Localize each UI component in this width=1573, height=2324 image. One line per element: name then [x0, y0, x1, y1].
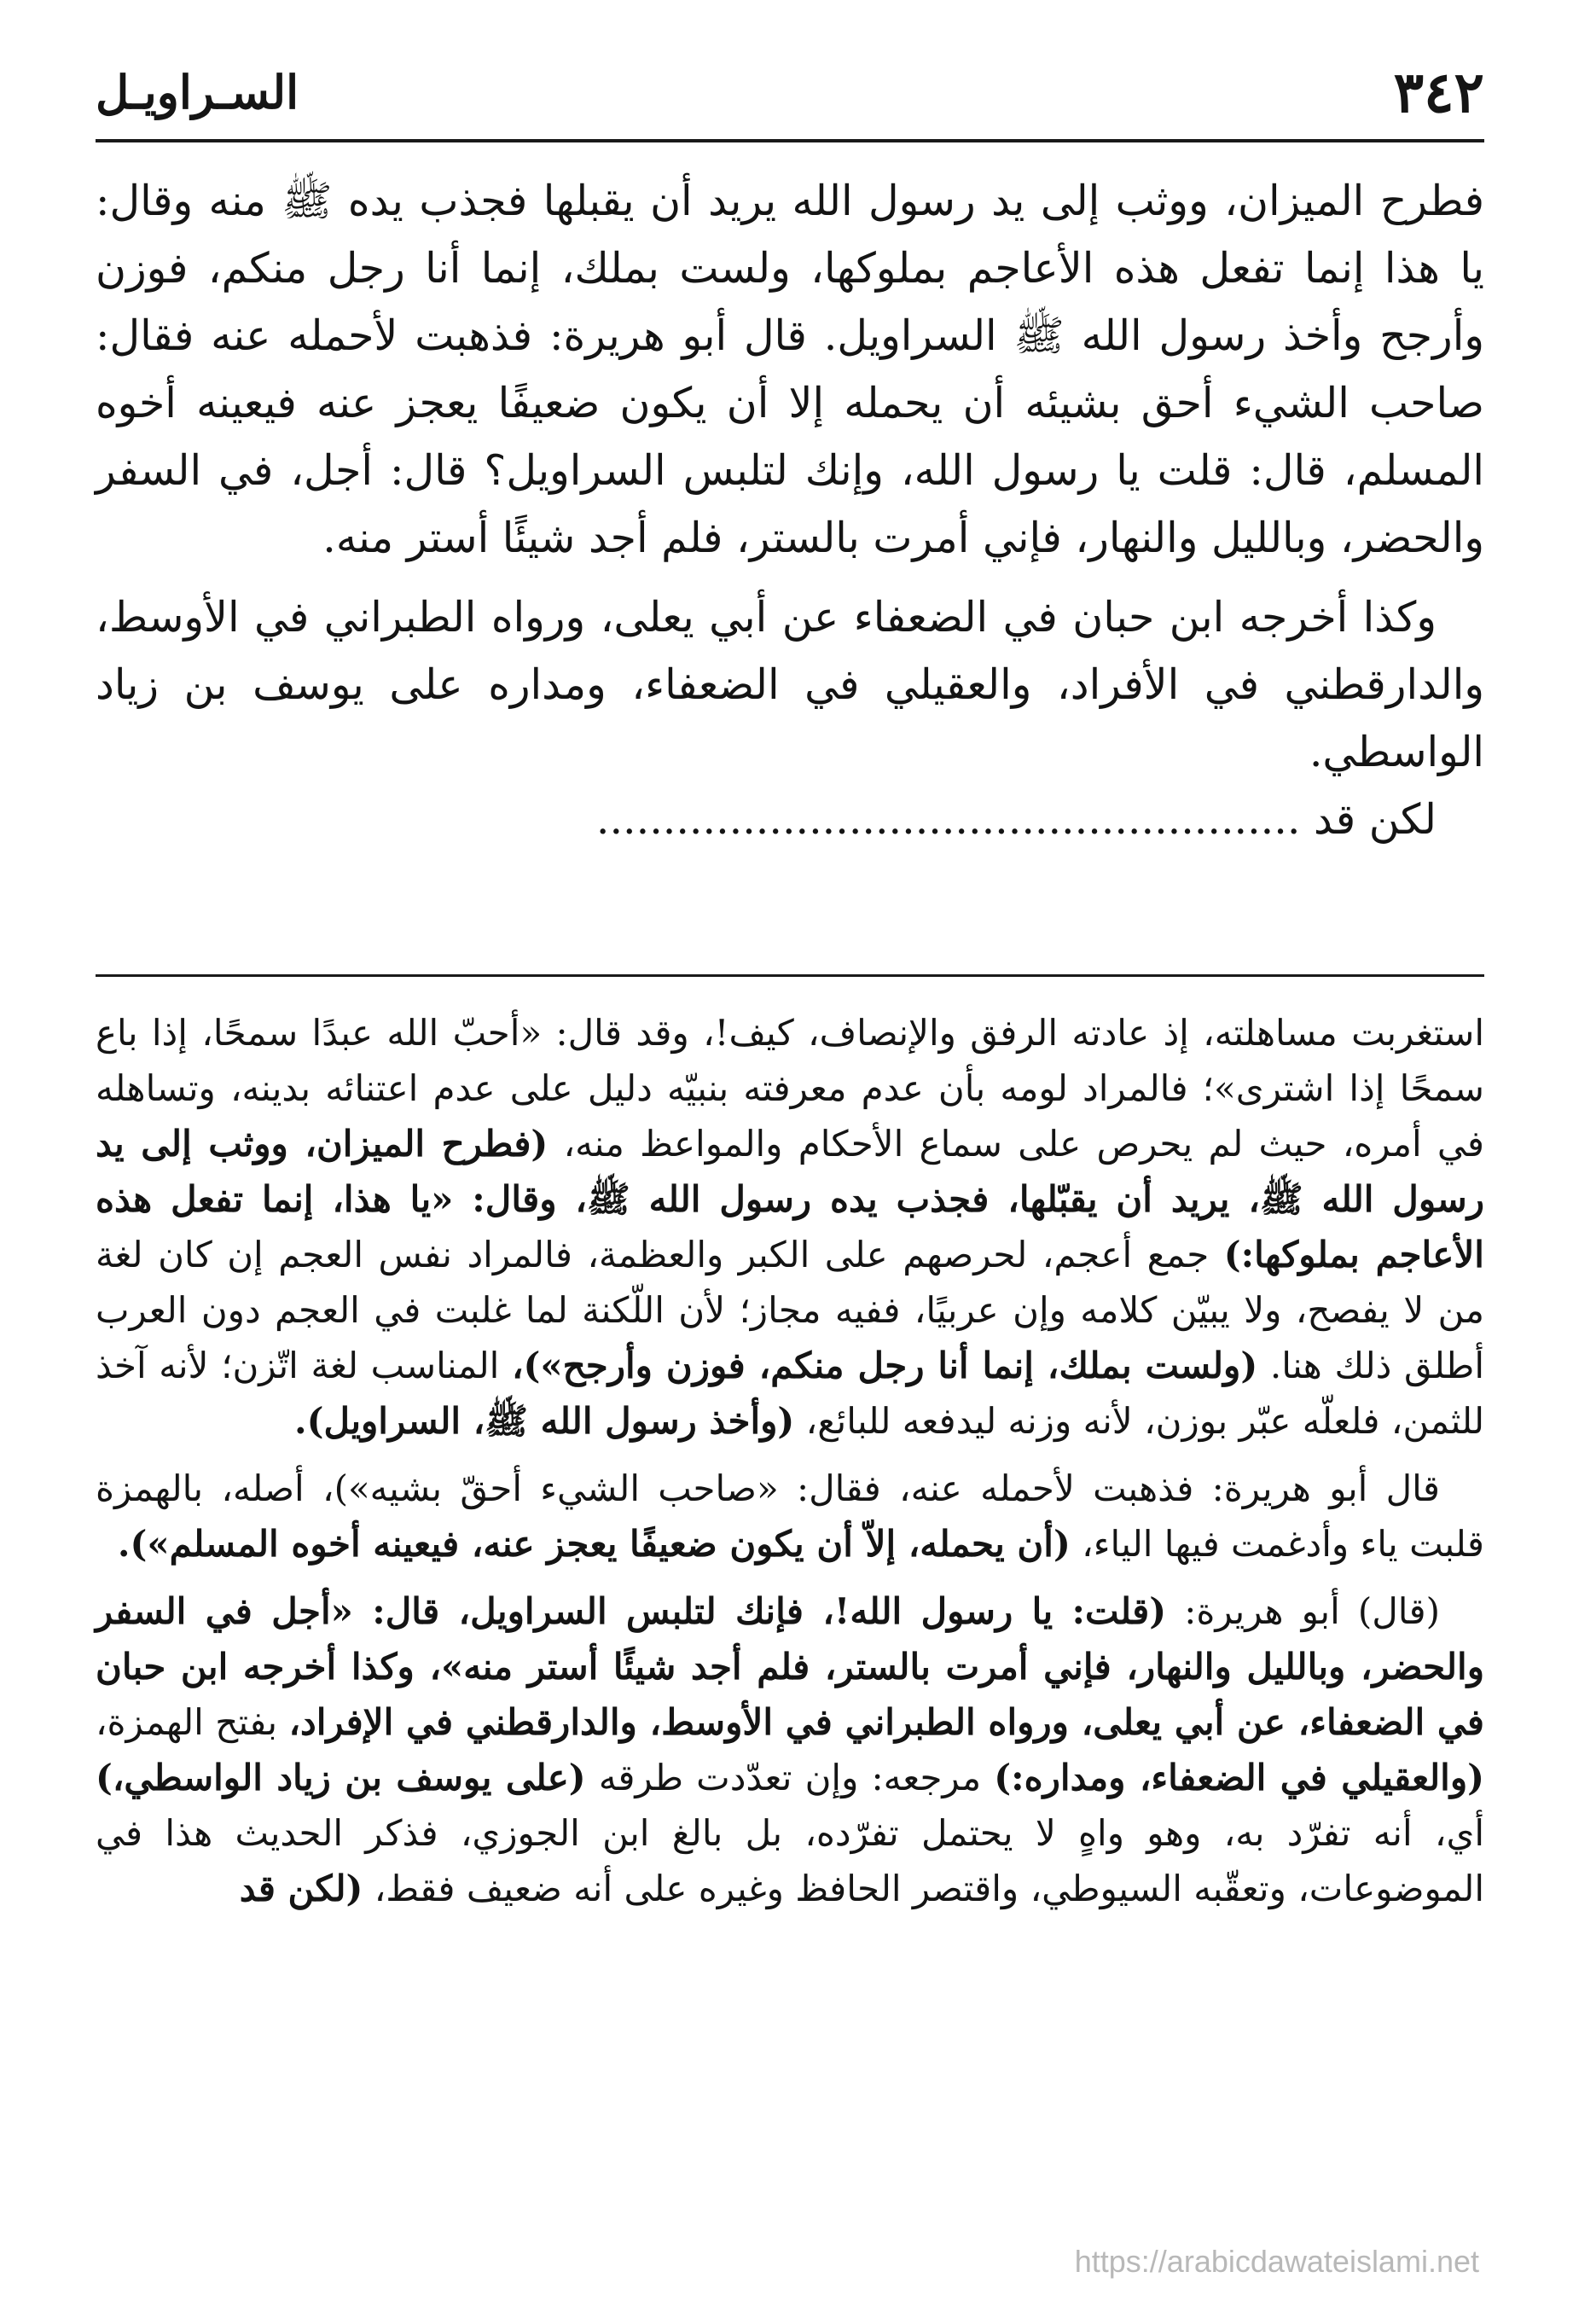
main-text: [96, 167, 1484, 853]
running-title: السـراويـل: [96, 65, 299, 119]
commentary-run: مرجعه: وإن تعدّدت طرقه: [585, 1757, 995, 1798]
commentary-divider: [96, 974, 1484, 977]
page-header: [96, 49, 1484, 135]
commentary-run: جمع أعجم، لحرصهم على الكبر والعظمة، فالمراد نفس العجم إن كان لغة من لا يفصح، ولا يبيّن كلامه وإن عربيًا، ففيه مجاز؛ لأن اللّكنة لما غلبت في العجم دون العرب أطلق ذلك هنا.: [96, 1234, 1484, 1386]
header-divider: [96, 139, 1484, 142]
commentary-paragraph-2: [96, 1461, 1484, 1572]
commentary-run: المناسب لغة اتّزن؛ لأنه آخذ للثمن، فلعلّه عبّر بوزن، لأنه وزنه ليدفعه للبائع،: [96, 1345, 1484, 1442]
commentary-quote: (وأخذ رسول الله ﷺ، السراويل).: [294, 1400, 795, 1442]
commentary-paragraph-1: [96, 1005, 1484, 1449]
main-paragraph-2: وكذا أخرجه ابن حبان في الضعفاء عن أبي يعلى، ورواه الطبراني في الأوسط، والدارقطني في الأفراد، والعقيلي في الضعفاء، ومداره على يوسف بن زياد الواسطي.: [96, 593, 1484, 776]
commentary-run: (قال) أبو هريرة:: [1166, 1590, 1441, 1632]
source-watermark: https://arabicdawateislami.net: [1074, 2244, 1479, 2279]
page-number: ٣٤٢: [1393, 59, 1484, 125]
commentary-quote: (أن يحمله، إلاّ أن يكون ضعيفًا يعجز عنه، فيعينه أخوه المسلم»).: [117, 1523, 1071, 1565]
commentary-run: قال أبو هريرة: فذهبت لأحمله عنه، فقال: «صاحب الشيء أحقّ بشيه»)، أصله، بالهمزة قلبت ياء وأدغمت فيها الياء،: [96, 1467, 1484, 1565]
commentary-run: استغربت مساهلته، إذ عادته الرفق والإنصاف، كيف!، وقد قال: «أحبّ الله عبدًا سمحًا، إذا باع سمحًا إذا اشترى»؛ فالمراد لومه بأن عدم معرفته بنبيّه دليل على عدم اعتنائه بدينه، وتساهله في أمره، حيث لم يحرص على سماع الأحكام والمواعظ منه،: [96, 1012, 1484, 1165]
commentary-run: أي، أنه تفرّد به، وهو واهٍ لا يحتمل تفرّده، بل بالغ ابن الجوزي، فذكر الحديث هذا في الموضوعات، وتعقّبه السيوطي، واقتصر الحافظ وغيره على أنه ضعيف فقط،: [96, 1812, 1484, 1909]
commentary-quote: (قلت: يا رسول الله!، فإنك لتلبس السراويل، قال: «أجل في السفر والحضر، وبالليل والنهار، فإني أمرت بالستر، فلم أجد شيئًا أستر منه»، وكذا أخرجه ابن حبان في الضعفاء، عن أبي يعلى، ورواه الطبراني في الأوسط، والدارقطني في الإفراد،: [96, 1590, 1484, 1743]
commentary-paragraph-3: [96, 1583, 1484, 1916]
commentary-quote: (فطرح الميزان، ووثب إلى يد رسول الله ﷺ، يريد أن يقبّلها، فجذب يده رسول الله ﷺ، وقال: «يا هذا، إنما تفعل هذه الأعاجم بملوكها:): [96, 1123, 1484, 1275]
commentary-quote: (والعقيلي في الضعفاء، ومداره:): [994, 1757, 1485, 1798]
main-paragraph-1: فطرح الميزان، ووثب إلى يد رسول الله يريد أن يقبلها فجذب يده ﷺ منه وقال: يا هذا إنما تفعل هذه الأعاجم بملوكها، ولست بملك، إنما أنا رجل منكم، فوزن وأرجح وأخذ رسول الله ﷺ السراويل. قال أبو هريرة: فذهبت لأحمله عنه فقال: صاحب الشيء أحق بشيئه أن يحمله إلا أن يكون ضعيفًا يعجز عنه فيعينه أخوه المسلم، قال: قلت يا رسول الله، وإنك لتلبس السراويل؟ قال: أجل، في السفر والحضر، وبالليل والنهار، فإني أمرت بالستر، فلم أجد شيئًا أستر منه.: [96, 177, 1484, 562]
commentary-run: بفتح الهمزة،: [96, 1701, 289, 1743]
main-continuation-line: لكن قد .....................................................: [595, 795, 1437, 844]
commentary-quote: (لكن قد: [239, 1868, 363, 1909]
commentary: [96, 1005, 1484, 1928]
commentary-quote: (على يوسف بن زياد الواسطي،): [96, 1757, 586, 1798]
commentary-quote: (ولست بملك، إنما أنا رجل منكم، فوزن وأرجح»)،: [511, 1345, 1258, 1386]
